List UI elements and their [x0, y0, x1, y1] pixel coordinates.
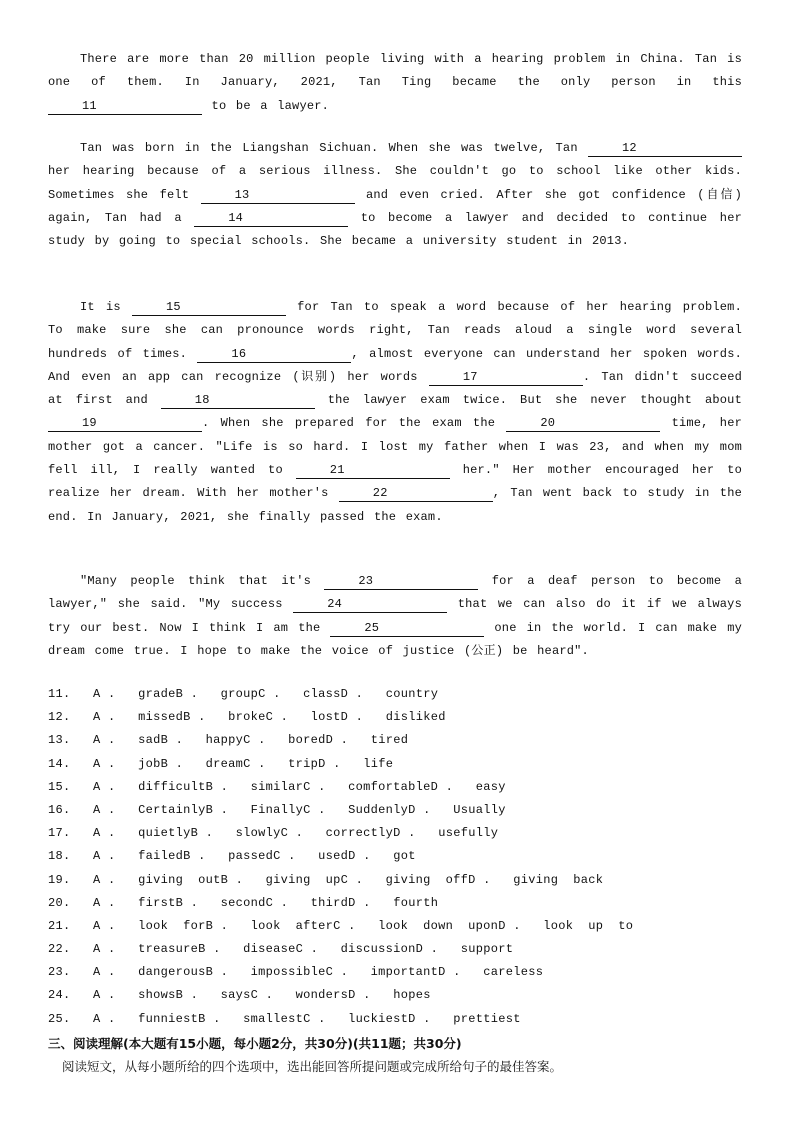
- option-letter: A .: [93, 895, 116, 910]
- option-letter: B .: [190, 826, 214, 841]
- spacer: [288, 710, 311, 724]
- option-c: giving off: [385, 872, 469, 887]
- option-c: third: [310, 895, 349, 910]
- spacer: [71, 826, 94, 840]
- spacer: [303, 826, 326, 840]
- option-letter: D .: [348, 849, 371, 864]
- spacer: [228, 919, 251, 933]
- spacer: [116, 780, 139, 794]
- spacer: [318, 942, 341, 956]
- option-b: smallest: [243, 1011, 304, 1026]
- option-c: discussion: [340, 942, 416, 957]
- option-letter: D .: [393, 826, 416, 841]
- option-letter: C .: [325, 965, 349, 980]
- question-number: 19.: [48, 872, 71, 887]
- spacer: [281, 687, 304, 701]
- blank-12: 12: [588, 141, 742, 157]
- spacer: [116, 1012, 139, 1026]
- option-row: [48, 848, 742, 871]
- option-row: [48, 941, 742, 964]
- option-letter: D .: [408, 802, 431, 817]
- option-letter: C .: [303, 1011, 326, 1026]
- spacer: [71, 919, 94, 933]
- question-number: 21.: [48, 918, 71, 933]
- spacer: [71, 942, 94, 956]
- option-letter: D .: [348, 988, 371, 1003]
- option-letter: A .: [93, 802, 116, 817]
- question-number: 25.: [48, 1011, 71, 1026]
- spacer: [363, 687, 386, 701]
- option-letter: B .: [160, 733, 184, 748]
- option-a: look for: [138, 918, 206, 933]
- spacer: [416, 826, 439, 840]
- blank-23: 23: [324, 574, 478, 590]
- option-c: lost: [310, 710, 341, 725]
- option-letter: A .: [93, 779, 116, 794]
- option-b: happy: [205, 733, 244, 748]
- option-d: careless: [483, 965, 544, 980]
- spacer: [116, 942, 139, 956]
- option-letter: A .: [93, 872, 116, 887]
- spacer: [221, 942, 244, 956]
- question-number: 12.: [48, 710, 71, 725]
- option-d: tired: [370, 733, 409, 748]
- spacer: [116, 919, 139, 933]
- option-d: got: [393, 849, 416, 864]
- option-d: life: [363, 756, 394, 771]
- option-a: difficult: [138, 779, 206, 794]
- spacer: [356, 919, 379, 933]
- option-c: comfortable: [348, 779, 431, 794]
- spacer: [431, 1012, 454, 1026]
- option-row: [48, 918, 742, 941]
- spacer: [116, 896, 139, 910]
- spacer: [116, 965, 139, 979]
- spacer: [491, 873, 514, 887]
- passage-text: . Tan didn't succeed at first and: [48, 369, 742, 408]
- spacer: [71, 687, 94, 701]
- option-a: quietly: [138, 826, 191, 841]
- passage-text: the lawyer exam twice. But she never thought about: [314, 393, 742, 408]
- option-row: [48, 686, 742, 709]
- option-row: [48, 779, 742, 802]
- blank-18: 18: [161, 393, 315, 409]
- passage-text: to become a lawyer and decided to continue her study by going to special schools. She became a university student in 2013.: [48, 210, 742, 249]
- option-b: look after: [250, 918, 334, 933]
- question-number: 23.: [48, 965, 71, 980]
- option-letter: C .: [303, 802, 326, 817]
- question-number: 20.: [48, 895, 71, 910]
- passage-text: her hearing because of a serious illness. She couldn't go to school like other kids. Sometimes she felt: [48, 164, 742, 202]
- spacer: [116, 733, 139, 747]
- option-a: giving out: [138, 872, 221, 887]
- option-c: wonders: [295, 988, 349, 1003]
- passage-text: time, her mother got a cancer. "Life is so hard. I lost my father when I was 23, and when my mom fell ill, I really wanted to: [48, 416, 742, 478]
- option-c: class: [303, 687, 341, 701]
- option-letter: C .: [243, 756, 266, 771]
- spacer: [228, 965, 251, 979]
- spacer: [71, 780, 94, 794]
- spacer: [198, 896, 221, 910]
- option-c: luckiest: [348, 1011, 409, 1026]
- option-d: prettiest: [453, 1011, 521, 1026]
- option-letter: C .: [280, 826, 304, 841]
- spacer: [288, 896, 311, 910]
- option-letter: B .: [198, 1011, 221, 1026]
- spacer: [206, 710, 229, 724]
- option-b: passed: [228, 849, 274, 864]
- option-letter: D .: [340, 710, 364, 725]
- spacer: [228, 803, 251, 817]
- option-b: giving up: [265, 872, 341, 887]
- option-letter: A .: [93, 988, 116, 1003]
- spacer: [453, 780, 476, 794]
- option-letter: A .: [93, 687, 116, 701]
- spacer: [228, 780, 251, 794]
- option-letter: A .: [93, 849, 116, 864]
- option-a: funniest: [138, 1011, 199, 1026]
- option-a: failed: [138, 849, 184, 864]
- option-letter: A .: [93, 756, 116, 771]
- spacer: [206, 849, 229, 863]
- spacer: [71, 733, 94, 747]
- spacer: [116, 803, 139, 817]
- passage-text: one in the world. I can make my dream come true. I hope to make the voice of justice (公正) be heard".: [48, 620, 743, 658]
- options-list: [48, 686, 742, 1034]
- option-b: similar: [250, 779, 304, 794]
- option-letter: B .: [205, 802, 229, 817]
- option-d: easy: [475, 779, 506, 794]
- blank-17: 17: [429, 370, 583, 386]
- option-letter: B .: [205, 965, 229, 980]
- passage-text: . When she prepared for the exam the: [202, 416, 507, 431]
- option-c: correctly: [325, 826, 394, 841]
- option-letter: B .: [183, 710, 206, 725]
- option-letter: B .: [220, 872, 244, 887]
- option-letter: D .: [348, 895, 371, 910]
- spacer: [326, 780, 349, 794]
- option-letter: D .: [340, 687, 364, 701]
- option-a: dangerous: [138, 965, 206, 980]
- option-row: [48, 872, 742, 895]
- option-row: [48, 964, 742, 987]
- option-letter: C .: [250, 988, 274, 1003]
- question-number: 22.: [48, 942, 71, 957]
- passage-text: Tan was born in the Liangshan Sichuan. When she was twelve, Tan: [80, 141, 588, 155]
- spacer: [198, 988, 221, 1002]
- option-letter: A .: [93, 1011, 116, 1026]
- option-letter: B .: [205, 779, 229, 794]
- option-d: giving back: [513, 872, 604, 887]
- option-d: disliked: [385, 710, 446, 725]
- option-letter: C .: [258, 687, 281, 701]
- option-a: first: [138, 895, 176, 910]
- option-b: broke: [228, 710, 266, 725]
- option-c: trip: [288, 756, 319, 771]
- option-a: Certainly: [138, 802, 206, 817]
- spacer: [363, 710, 386, 724]
- option-a: grade: [138, 687, 176, 701]
- spacer: [71, 896, 94, 910]
- spacer: [213, 826, 236, 840]
- option-letter: B .: [198, 942, 221, 957]
- option-d: support: [460, 942, 514, 957]
- option-a: sad: [138, 733, 161, 748]
- passage-paragraph-4: [48, 570, 742, 663]
- spacer: [371, 849, 394, 863]
- option-letter: C .: [243, 733, 266, 748]
- spacer: [221, 1012, 244, 1026]
- spacer: [71, 1012, 94, 1026]
- option-row: [48, 756, 742, 779]
- option-c: bored: [288, 733, 326, 748]
- spacer: [348, 965, 371, 979]
- spacer: [71, 849, 94, 863]
- option-b: dream: [205, 756, 244, 771]
- passage-text: her." Her mother encouraged her to realize her dream. With her mother's: [48, 463, 742, 501]
- spacer: [116, 873, 139, 887]
- option-letter: C .: [265, 895, 289, 910]
- spacer: [198, 687, 221, 701]
- option-letter: C .: [273, 849, 296, 864]
- blank-24: 24: [293, 597, 447, 613]
- spacer: [266, 733, 289, 747]
- question-number: 16.: [48, 802, 71, 817]
- blank-25: 25: [330, 621, 484, 637]
- option-c: used: [318, 849, 349, 864]
- passage-text: , almost everyone can understand her spoken words. And even an app can recognize (识别) her words: [48, 346, 742, 384]
- blank-19: 19: [48, 416, 202, 432]
- option-letter: A .: [93, 826, 116, 841]
- spacer: [116, 988, 139, 1002]
- passage-paragraph-1: [48, 48, 742, 118]
- option-letter: D .: [325, 733, 349, 748]
- option-letter: D .: [498, 918, 521, 933]
- option-row: [48, 732, 742, 755]
- option-letter: C .: [333, 918, 356, 933]
- option-letter: B .: [175, 687, 199, 701]
- option-c: important: [370, 965, 439, 980]
- option-d: country: [385, 687, 439, 701]
- passage-text: There are more than 20 million people living with a hearing problem in China. Tan is one of them. In January, 2021, Tan Ting became the only person in this: [48, 52, 742, 90]
- spacer: [183, 733, 206, 747]
- spacer: [116, 757, 139, 771]
- blank-22: 22: [339, 486, 493, 502]
- option-d: look up to: [543, 918, 634, 933]
- spacer: [296, 849, 319, 863]
- spacer: [71, 873, 94, 887]
- option-letter: A .: [93, 965, 116, 980]
- question-number: 13.: [48, 733, 71, 748]
- question-number: 11.: [48, 687, 71, 701]
- blank-20: 20: [506, 416, 660, 432]
- option-a: job: [138, 756, 161, 771]
- option-letter: B .: [160, 756, 184, 771]
- option-d: usefully: [438, 826, 499, 841]
- option-row: [48, 825, 742, 848]
- option-letter: B .: [175, 988, 199, 1003]
- blank-14: 14: [194, 211, 348, 227]
- blank-11: 11: [48, 99, 202, 115]
- spacer: [461, 965, 484, 979]
- option-letter: D .: [318, 756, 341, 771]
- question-number: 14.: [48, 756, 71, 771]
- spacer: [438, 942, 461, 956]
- spacer: [116, 849, 139, 863]
- spacer: [183, 757, 206, 771]
- spacer: [243, 873, 266, 887]
- spacer: [363, 873, 386, 887]
- passage-text: and even cried. After she got confidence (自信) again, Tan had a: [48, 187, 742, 225]
- option-b: says: [220, 988, 251, 1003]
- question-number: 24.: [48, 988, 71, 1003]
- option-letter: C .: [340, 872, 364, 887]
- option-row: [48, 895, 742, 918]
- spacer: [71, 710, 94, 724]
- option-letter: B .: [175, 895, 199, 910]
- spacer: [348, 733, 371, 747]
- option-letter: D .: [408, 1011, 431, 1026]
- spacer: [71, 757, 94, 771]
- option-b: group: [220, 687, 259, 701]
- spacer: [116, 826, 139, 840]
- passage-text: that we can also do it if we always try our best. Now I think I am the: [48, 597, 742, 635]
- blank-15: 15: [132, 300, 286, 316]
- option-letter: B .: [183, 849, 206, 864]
- option-b: disease: [243, 942, 296, 957]
- spacer: [71, 988, 94, 1002]
- option-row: [48, 1011, 742, 1034]
- option-row: [48, 709, 742, 732]
- option-d: fourth: [393, 895, 439, 910]
- option-d: hopes: [393, 988, 431, 1003]
- option-letter: D .: [430, 779, 454, 794]
- blank-13: 13: [201, 188, 355, 204]
- blank-21: 21: [296, 463, 450, 479]
- option-a: shows: [138, 988, 176, 1003]
- option-c: look down upon: [378, 918, 499, 933]
- spacer: [521, 919, 544, 933]
- option-row: [48, 802, 742, 825]
- spacer: [371, 896, 394, 910]
- question-number: 18.: [48, 849, 71, 864]
- spacer: [431, 803, 454, 817]
- blank-16: 16: [197, 347, 351, 363]
- question-number: 15.: [48, 779, 71, 794]
- option-b: impossible: [250, 965, 326, 980]
- spacer: [341, 757, 364, 771]
- option-letter: C .: [295, 942, 319, 957]
- option-letter: A .: [93, 710, 116, 725]
- passage-text: "Many people think that it's: [80, 574, 325, 588]
- option-letter: A .: [93, 918, 116, 933]
- option-b: slowly: [235, 826, 281, 841]
- option-b: second: [220, 895, 266, 910]
- passage-text: , Tan went back to study in the end. In January, 2021, she finally passed the exam.: [48, 486, 742, 524]
- option-letter: A .: [93, 733, 116, 748]
- spacer: [371, 988, 394, 1002]
- spacer: [266, 757, 289, 771]
- passage-text: for Tan to speak a word because of her hearing problem. To make sure she can pronounce words right, Tan reads aloud a single word several hundreds of times.: [48, 300, 742, 361]
- option-letter: A .: [93, 942, 116, 957]
- option-row: [48, 987, 742, 1010]
- spacer: [326, 803, 349, 817]
- option-a: treasure: [138, 942, 199, 957]
- option-c: Suddenly: [348, 802, 409, 817]
- spacer: [326, 1012, 349, 1026]
- passage-text: for a deaf person to become a lawyer," she said. "My success: [48, 574, 743, 612]
- option-letter: C .: [303, 779, 326, 794]
- spacer: [71, 803, 94, 817]
- spacer: [273, 988, 296, 1002]
- option-letter: D .: [468, 872, 491, 887]
- spacer: [71, 965, 94, 979]
- option-a: missed: [138, 710, 184, 725]
- spacer: [116, 687, 139, 701]
- option-letter: C .: [265, 710, 289, 725]
- spacer: [116, 710, 139, 724]
- passage-text: It is: [80, 300, 132, 314]
- section-heading: 三、阅读理解(本大题有15小题，每小题2分，共30分)(共11题；共30分): [48, 1036, 462, 1051]
- passage-text: to be a lawyer.: [202, 98, 330, 113]
- passage-paragraph-2: [48, 137, 742, 253]
- option-b: Finally: [250, 802, 304, 817]
- option-d: Usually: [453, 802, 506, 817]
- option-letter: B .: [205, 918, 229, 933]
- option-letter: D .: [415, 942, 439, 957]
- option-letter: D .: [438, 965, 461, 980]
- question-number: 17.: [48, 826, 71, 841]
- passage-paragraph-3: [48, 296, 742, 529]
- section-instruction: 阅读短文，从每小题所给的四个选项中，选出能回答所提问题或完成所给句子的最佳答案。: [62, 1059, 563, 1074]
